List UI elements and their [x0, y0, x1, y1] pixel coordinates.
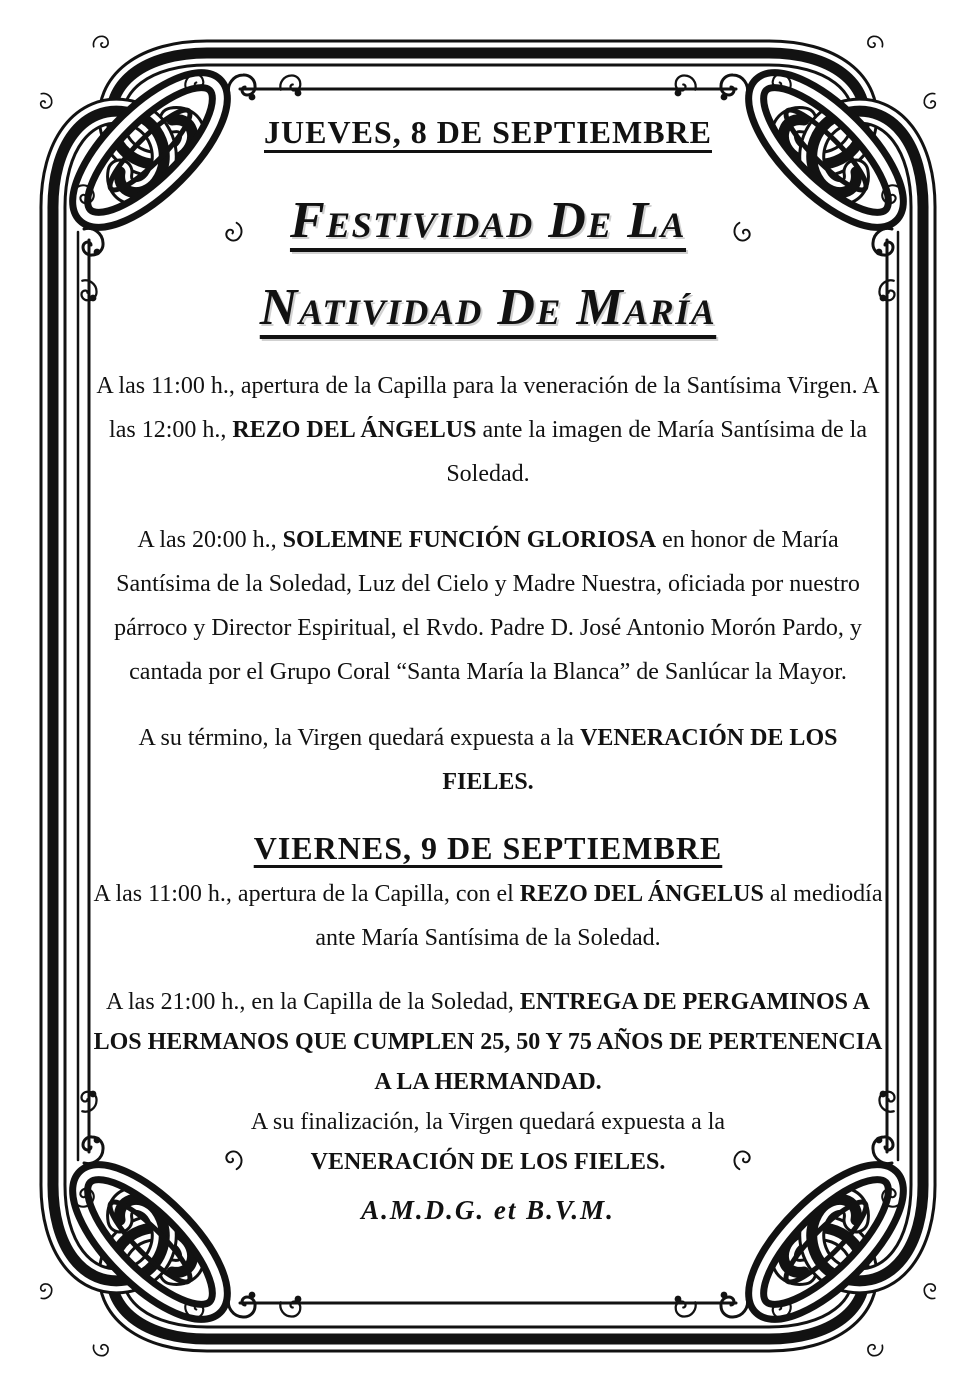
paragraph-entrega-pergaminos: [92, 982, 884, 1182]
text-run: al mediodía ante María Santísima de la Soledad.: [315, 881, 883, 952]
paragraph-veneracion-jueves: [92, 716, 884, 804]
text-run-bold: REZO DEL ÁNGELUS: [519, 881, 764, 908]
text-run: A su término, la Virgen quedará expuesta a la: [138, 725, 581, 752]
text-run: A las 20:00 h.,: [137, 527, 283, 554]
main-title-line-1: Festividad De La: [289, 192, 687, 249]
text-run: A las 21:00 h., en la Capilla de la Soledad,: [106, 989, 520, 1016]
text-run: A su finalización, la Virgen quedará expuesta a la: [250, 1109, 726, 1136]
paragraph-apertura-viernes: [92, 872, 884, 960]
date-heading-jueves: JUEVES, 8 DE SEPTIEMBRE: [264, 114, 712, 150]
text-run-bold: VENERACIÓN DE LOS FIELES.: [442, 725, 838, 796]
text-run: en honor de María Santísima de la Soledad, Luz del Cielo y Madre Nuestra, oficiada por nuestro párroco y Director Espiritual, el Rvdo. Padre D. José Antonio Morón Pardo, y cantada por el Grupo Coral “Santa María la Blanca” de Sanlúcar la Mayor.: [114, 527, 862, 686]
text-run-bold: REZO DEL ÁNGELUS: [232, 417, 477, 444]
date-heading-viernes: VIERNES, 9 DE SEPTIEMBRE: [253, 830, 723, 867]
text-run: ante la imagen de María Santísima de la Soledad.: [446, 417, 867, 488]
text-run-bold: SOLEMNE FUNCIÓN GLORIOSA: [282, 527, 657, 554]
paragraph-apertura-jueves: [92, 364, 884, 496]
paragraph-funcion-gloriosa: [92, 518, 884, 694]
text-run-bold: ENTREGA DE PERGAMINOS A LOS HERMANOS QUE CUMPLEN 25, 50 Y 75 AÑOS DE PERTENENCIA A LA HERMANDAD.: [93, 989, 883, 1096]
footer-motto: A.M.D.G. et B.V.M.: [361, 1195, 615, 1226]
text-run: A las 11:00 h., apertura de la Capilla para la veneración de la Santísima Virgen. A las 12:00 h.,: [96, 373, 880, 444]
text-run-bold: VENERACIÓN DE LOS FIELES.: [310, 1149, 666, 1176]
main-title-line-2: Natividad De María: [259, 279, 717, 337]
flyer-content: [92, 0, 884, 1228]
text-run: A las 11:00 h., apertura de la Capilla, con el: [93, 881, 520, 908]
